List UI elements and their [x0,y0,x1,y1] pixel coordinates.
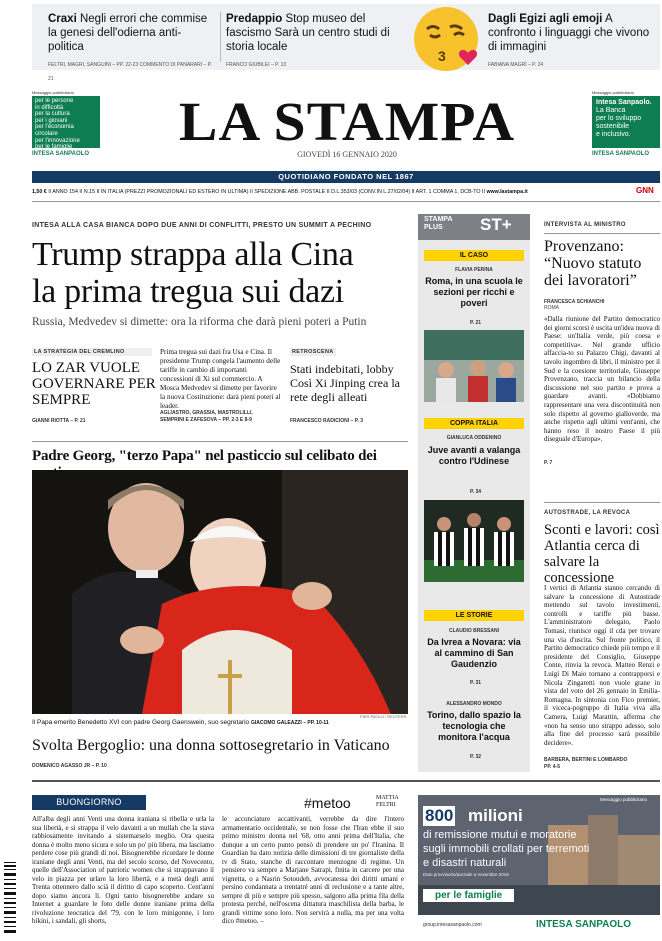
buongiorno-col1: All'alba degli anni Venti una donna iraniana si ribella e urla la sua libertà, e si strappa il velo davanti a un mullah che la stava rabbiosamente invitando a sistemarselo meglio. Ora questa donna è molto meno sicura e solo un po' più libera, ma lasciamo perdere cose più grandi di noi. Bisognerebbe ricordare le donne iraniane degli anni Venti, ma del secolo scorso, del Novecento, quelle dell'Association of patriotic women che si strappavano il velo in piazza per urlare la loro libertà, e a metà degli anni Trenta ottennero dallo scià il diritto di capo scoperto. Cent'anni dopo siamo ancora lì. Ogni tanto bisognerebbe andare su Internet a guardare le foto delle donne iraniane prima della rivoluzione teocratica del '79, con le loro minigonne, i loro bikini, i sandali, gli shorts, [32,815,214,925]
ad-line: sostenibile [596,123,630,130]
author-line: MATTIA [376,795,399,801]
lead-headline[interactable] [32,236,412,310]
autostrade-title[interactable]: Sconti e lavori: così Atlantia cerca di salvare la concessione [544,522,660,586]
svg-text:3: 3 [438,48,446,64]
price: 1,50 € [32,189,47,195]
author: FLAVIA PERINA [455,267,493,273]
barcode-icon [4,860,16,936]
kiss-emoji-icon [410,5,486,73]
founded-bar: QUOTIDIANO FONDATO NEL 1867 [32,171,660,183]
gnn-logo: GNN [636,186,654,195]
kicker: LA STRATEGIA DEL CREMLINO [32,348,152,356]
plus-story-title[interactable]: Da Ivrea a Novara: via al cammino di San Gaudenzio [427,637,521,669]
ad-url[interactable]: group.intesasanpaolo.com [423,922,482,928]
author: FRANCESCO RADICIONI – P. 3 [290,418,363,424]
lead-kicker: INTESA ALLA CASA BIANCA DOPO DUE ANNI DI CONFLITTI, PRESTO UN SUMMIT A PECHINO [32,222,372,229]
ad-line: La Banca [596,107,626,114]
teaser-egizi[interactable] [488,12,658,72]
ad-unit: milioni [468,806,523,825]
headline-line: Trump strappa alla Cina [32,236,354,273]
teaser-bold: Predappio [226,13,283,25]
site-link[interactable]: www.lastampa.it [486,189,528,195]
bank-logo: INTESA SANPAOLO [536,919,632,930]
juve-photo[interactable] [424,500,524,582]
ad-title: Intesa Sanpaolo. [596,99,652,106]
buongiorno-col2: le acconciature accattivanti, verrebbe da dire l'intero armamentario occidentale, se non fosse che l'Iran ebbe il suo primo ministro donna nel '68, otto anni prima dell'Italia, che dunque a un certo punto pensò di prendere un po' l'Iranina. Il Guardian ha dato notizia delle dimissioni di tre giornaliste della tv di Stato, stanche di raccontare menzogne di regime. Un pensiero va sempre a Marjane Satrapi, finita in carcere per una vignetta, o a Nasrin Sotoudeh, avvocatessa dei diritti umani e persino condannata a trentatré anni di reclusione e a tante altre, sempre di più e sempre più spesso, salgono alla prima fila della protesta perché, nell'oscena dittatura maschilista della barba, le grandi vittime sono loro. Non servirà a nulla, ma per una volta dico #metoo. – [222,815,404,925]
teaser-bold: Dagli Egizi agli emoji [488,13,603,25]
divider [220,12,221,62]
masthead-title: LA STAMPA [178,91,516,152]
plus-logo: ST+ [480,215,512,234]
ad-right[interactable] [592,96,660,148]
divider [544,233,660,234]
kicker: COPPA ITALIA [424,418,524,429]
author: ALESSANDRO MONDO [446,701,502,707]
ad-line: per lo sviluppo [596,115,642,122]
bank-logo: INTESA SANPAOLO [32,151,90,157]
teaser-credit: FABIANA MAGRÌ – P. 24 [488,62,544,68]
page-ref: P. 21 [470,320,482,326]
ad-line: per i giovani [35,117,68,124]
author: GIANNI RIOTTA – P. 21 [32,418,86,424]
autostrade-body: I vertici di Atlantia stanno cercando di salvare la concessione di Autostrade mettendo sul tavolo investimenti, controlli e tariffe più basse. L'amministratore delegato, Paolo Tomasi, riunisce oggi il cda per trovare una via d'uscita. Sul fronte politico, il Partito democratico chiede più tempo e il presidente del Consiglio, Giuseppe Conte, rinvia la revoca. Matteo Renzi e Luigi Di Maio tornano a contrapporsi e Nicola Zingaretti non vuole grane in vista del voto del 26 gennaio in Emilia-Romagna. In sintonia con Fico premier, il viceca-pogruppo di Italia viva alla Camera, Luigi Marattin, afferma che «non ha senso uno strappo adesso, solo alla fine del processo sarà possibile decidere». [544,584,660,747]
plus-story-title[interactable]: Roma, in una scuola le sezioni per ricchi e poveri [425,276,523,308]
teaser-craxi[interactable] [48,12,216,86]
divider [32,441,408,442]
caption-text: Il Papa emerito Benedetto XVI con padre Georg Gaenswein, suo segretario [32,719,250,726]
page-ref: PP. 4-5 [544,764,561,770]
ad-label: Messaggio pubblicitario [592,90,634,95]
kicker: INTERVISTA AL MINISTRO [544,222,626,228]
bank-logo: INTESA SANPAOLO [592,151,650,157]
ad-label: Messaggio pubblicitario [600,797,648,802]
divider [32,201,660,202]
author-line: FELTRI [376,802,396,808]
page-ref: P. 31 [470,680,482,686]
credit: BARBERA, BERTINI E LOMBARDO [544,757,628,763]
ad-line: in difficoltà [35,104,64,111]
ad-line: e disastri naturali [423,857,507,869]
interview-title[interactable]: Provenzano: “Nuovo statuto dei lavoratori” [544,238,642,289]
teaser-credit: FRANCO GIUBILEI – P. 13 [226,62,287,68]
ad-line: sugli immobili crollati per terremoti [423,843,590,855]
author: CLAUDIO BRESSANI [448,628,499,634]
retro-title[interactable]: Stati indebitati, lobby Così Xi Jinping crea la rete degli alleati [290,362,400,404]
teaser-bold: Craxi [48,13,77,25]
credit: SEMPRINI E ZAFESOVA – PP. 2-3 E 8-9 [160,417,252,423]
divider [544,502,660,503]
author: GIANLUCA ODDENINO [446,435,502,441]
ad-left[interactable] [32,96,100,151]
page-ref: P. 34 [470,489,482,495]
ad-cta[interactable]: per le famiglie [423,889,514,902]
date: GIOVEDÌ 16 GENNAIO 2020 [297,150,397,159]
plus-label-line: PLUS [424,224,443,231]
teaser-text: A confronto i linguaggi che vivono di immagini [488,13,650,53]
ad-line: per la cultura [35,111,70,118]
kicker: IL CASO [424,250,524,261]
divider [32,780,660,782]
ad-line: per le persone [35,98,74,104]
interview-body: «Dalla riunione del Partito democratico dei giorni scorsi è uscita un'idea nuova di Paese: un'Italia verde, più coesa e competitiva». Nel grande ufficio affaccia-to su Palazzo Chigi, davanti al tavolo ingombro di libri, il ministro per il Sud e la coesione territoriale, Giuseppe Provenzano, traccia un bilancio della discussione nel suo partito e prova a guardare avanti. «Dobbiamo rappresentare una vera discontinuità non solo rispetto al governo gialloverde, ma anche rispetto agli ultimi vent'anni, che hanno reso il nostro Paese il più diseguale d'Europa». [544,315,660,444]
photo-credit: PIER PAOLO / REUTERS [360,714,407,719]
kicker: LE STORIE [424,610,524,621]
plus-story-title[interactable]: Juve avanti a valanga contro l'Udinese [427,445,521,466]
plus-label-line: STAMPA [424,216,453,223]
columnist [376,795,399,809]
page-ref: P. 32 [470,754,482,760]
ad-line: per le famiglie [35,144,73,151]
photo-headline[interactable]: Padre Georg, "terzo Papa" nel pasticcio sul celibato dei [32,448,377,464]
second-headline[interactable]: Svolta Bergoglio: una donna sottosegretario in Vaticano [32,737,390,754]
zar-title[interactable]: LO ZAR VUOLE GOVERNARE PER SEMPRE [32,360,156,408]
author: FRANCESCA SCHIANCHI [544,299,605,305]
info-text: II ANNO 154 II N.15 II IN ITALIA (PREZZI PROMOZIONALI ED ESTERO IN ULTIMA) II SPEDIZIONE ABB. POSTALE II D.L.353/03 (CONV.IN L.27/02/04) II ART. 1 COMMA 1, DCB-TO II [48,189,485,195]
ad-copy [423,828,653,870]
kicker: RETROSCENA [292,349,334,355]
ad-line: per l'innovazione [35,137,80,144]
teaser-predappio[interactable] [226,12,406,72]
ad-number: 800 [425,806,454,825]
ad-line: per l'economia [35,124,74,131]
ad-line: di remissione mutui e moratorie [423,829,577,841]
ad-note: Dato provvisorio/parziale a novembre 2019 [423,872,509,877]
teaser-credit: FELTRI, MAGRI, SANGUINI – PP. 22-23 COMMENTO DI PANARARI – P. 21 [48,62,212,82]
ad-line: circolare [35,130,58,137]
ad-label: Messaggio pubblicitario [32,90,74,95]
classroom-photo[interactable] [424,330,524,402]
page-ref: P. 7 [544,460,553,466]
teaser-text: Negli errori che commise la genesi dell'odierna anti-politica [48,13,208,53]
caption-credit: GIACOMO GALEAZZI – PP. 10-11 [250,720,329,726]
plus-label [424,216,453,232]
headline-line: la prima tregua sui dazi [32,273,344,310]
kicker: AUTOSTRADE, LA REVOCA [544,510,631,516]
info-strip [32,186,630,198]
photo-caption [32,719,408,726]
hashtag: #metoo [304,795,351,811]
plus-story-title[interactable]: Torino, dallo spazio la tecnologia che monitora l'acqua [427,710,521,742]
pope-photo[interactable] [32,470,408,714]
author: DOMENICO AGASSO JR – P. 10 [32,763,107,769]
credit: AGLIASTRO, GRASSIA, MASTROLILLI, [160,410,253,416]
teaser-text: Stop museo del fascismo Sarà un centro studi di storia locale [226,13,390,53]
ad-line: e inclusivo. [596,131,631,138]
tregua-text: Prima tregua sui dazi fra Usa e Cina. Il presidente Trump congela l'aumento delle tariffe in cambio di importanti concessioni di Xi sul commercio. A Mosca Medvedev si dimette per favorire la nuova Costituzione: darà pieni poteri al leader. [160,348,281,410]
place: ROMA [544,305,559,311]
lead-subtitle: Russia, Medvedev si dimette: ora la riforma che darà pieni poteri a Putin [32,316,367,328]
buongiorno-label: BUONGIORNO [32,795,146,810]
